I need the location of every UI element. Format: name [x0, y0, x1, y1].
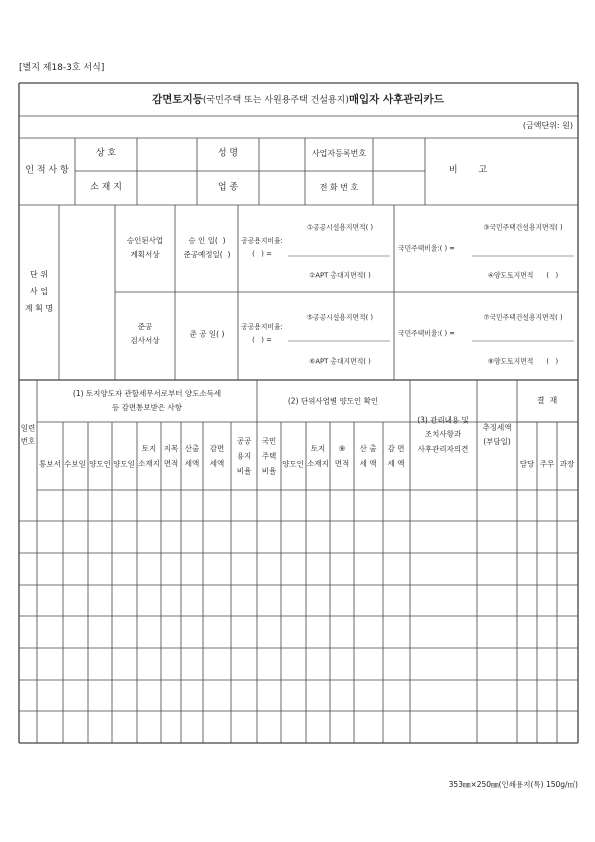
- paper-spec-footer: 353㎜×250㎜(인쇄용지(특) 150g/㎡): [448, 780, 578, 789]
- col-housing-ratio: 국민 주택 비율: [261, 436, 277, 476]
- col-area-9: ⑨ 면적: [334, 444, 350, 468]
- transfer-land-area: ④양도토지면적 ( ): [487, 271, 559, 280]
- remarks-label: 비 고: [448, 165, 488, 176]
- apt-total-area: ②APT 총대지면적( ): [309, 271, 371, 280]
- serial-number-header: 일련 번호: [20, 423, 36, 445]
- housing-site-area-2: ⑦국민주택건설용지면적( ): [483, 313, 563, 322]
- col-land-location: 토지 소재지: [138, 444, 160, 468]
- business-type-label: 업 종: [217, 182, 239, 193]
- apt-total-area-2: ⑥APT 총대지면적( ): [309, 357, 371, 366]
- title-tail: 매입자 사후관리카드: [348, 93, 444, 106]
- trade-name-label: 상 호: [95, 148, 117, 159]
- location-label: 소 재 지: [90, 182, 122, 193]
- col-land-location-2: 토지 소재지: [307, 444, 329, 468]
- completion-date-label: 준 공 일( ): [189, 329, 225, 339]
- public-site-area: ①공공시설용지면적( ): [306, 223, 374, 232]
- transfer-land-area-2: ⑧양도토지면적 ( ): [487, 357, 559, 366]
- title-paren: (국민주택 또는 사원용주택 건설용지): [202, 95, 349, 106]
- group1-header: (1) 토지양도자 관할세무서로부터 양도소득세 등 감면통보받은 사항: [72, 388, 222, 412]
- housing-ratio-label-2: 국민주택비율:( ) =: [398, 329, 456, 338]
- unit-note: (금액단위: 원): [522, 121, 573, 130]
- col-calculated-tax: 산출 세액: [184, 444, 200, 468]
- group2-header: (2) 단위사업별 양도인 확인: [287, 396, 379, 406]
- public-ratio-label: 공공용지비율: ( ) =: [241, 237, 283, 258]
- title-main: 감면토지등: [152, 93, 203, 106]
- completion-check-label: 준공 검사서상: [130, 321, 160, 345]
- project-section-label: 단 위 사 업 계 획 명: [24, 269, 54, 313]
- col-transferor: 양도인: [89, 459, 111, 469]
- biz-no-label: 사업자등록번호: [311, 149, 367, 158]
- page-title: [152, 95, 444, 106]
- col-transfer-date: 양도일: [113, 459, 135, 469]
- approval-date-label: 승 인 일( ) 준공예정일( ): [183, 235, 231, 259]
- approval-header: 결 재: [536, 396, 558, 405]
- col-land-category-area: 지목 면적: [163, 444, 179, 468]
- form-label: [별지 제18-3호 서식]: [19, 63, 105, 73]
- col-notice: 통보서: [39, 459, 61, 469]
- public-site-area-2: ⑤공공시설용지면적( ): [306, 313, 374, 322]
- col-approval-manager: 과장: [559, 459, 575, 469]
- col-calculated-tax-2: 산 출 세 액: [359, 444, 377, 468]
- approval-plan-label: 승인된사업 계획서상: [126, 235, 164, 259]
- name-label: 성 명: [217, 148, 239, 159]
- info-section-label: 인 적 사 항: [25, 165, 69, 176]
- col-reduced-tax: 감면 세액: [209, 444, 225, 468]
- col-transferor-2: 양도인: [282, 459, 304, 469]
- col-approval-staff: 담당: [519, 459, 535, 469]
- phone-label: 전 화 번 호: [319, 183, 359, 192]
- col-public-ratio: 공공 용지 비율: [236, 436, 252, 476]
- housing-ratio-label: 국민주택비율:( ) =: [398, 244, 456, 253]
- tax-collected-header: 추징세액 (부담일): [482, 422, 512, 446]
- col-reduced-tax-2: 감 면 세 액: [387, 444, 405, 468]
- group3-header: (3) 관리내용 및 조치사항과 사후관리자의견: [417, 415, 469, 454]
- col-receipt-date: 수보일: [64, 459, 86, 469]
- col-approval-chief: 주무: [539, 459, 555, 469]
- public-ratio-label-2: 공공용지비율: ( ) =: [241, 323, 283, 344]
- housing-site-area: ③국민주택건설용지면적( ): [483, 223, 563, 232]
